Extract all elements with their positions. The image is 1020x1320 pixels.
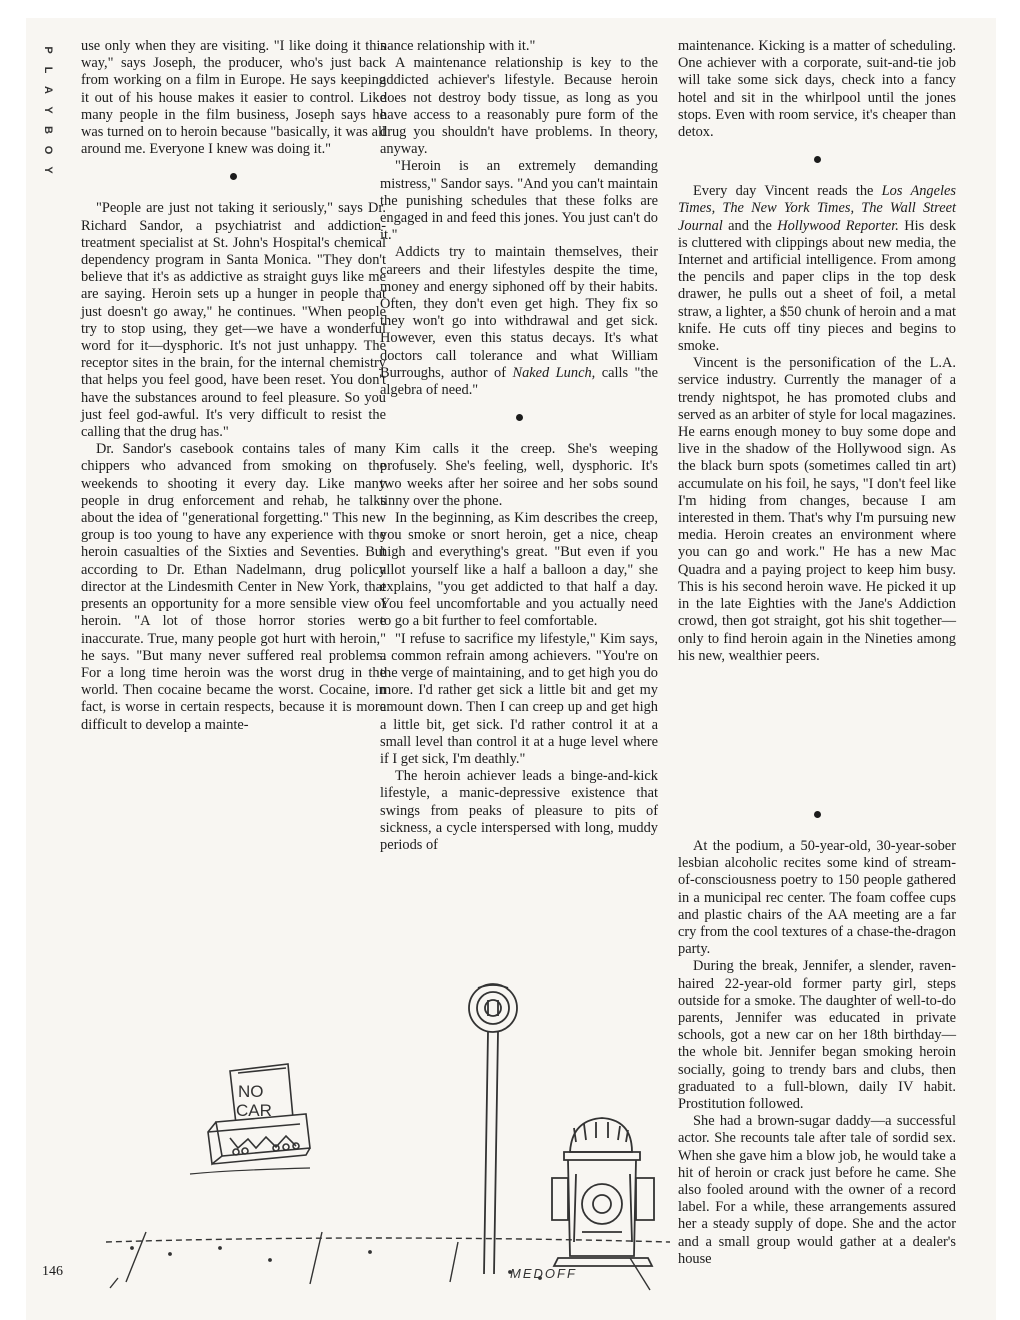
cartoonist-signature: MEDOFF — [510, 1266, 577, 1281]
no-car-sign-line2: CAR — [236, 1101, 272, 1120]
page-number: 146 — [42, 1264, 63, 1279]
masthead-letter: Y — [42, 166, 54, 174]
masthead-letter: O — [42, 145, 54, 155]
article-column-3-continued — [678, 796, 956, 1268]
paragraph: "I refuse to sacrifice my lifestyle," Kim says, a common refrain among achievers. "You're on the verge of maintaining, and to get high you do more. I'd rather get sick a little bit and get my amount down. Then I can creep up and get high a little bit, get sick. I'd rather control it at a small level than control it at a huge level where if I get sick, I'm deathly." — [380, 630, 658, 767]
masthead-letter: A — [42, 86, 54, 94]
masthead-letter: Y — [42, 106, 54, 114]
book-title: Naked Lunch, — [512, 364, 596, 381]
fire-hydrant-drawing — [552, 1118, 654, 1266]
paragraph: The heroin achiever leads a binge-and-kick lifestyle, a manic-depressive existence that swings from peaks of pleasure to pits of sickness, a cycle interspersed with long, muddy periods of — [380, 768, 658, 853]
paragraph: In the beginning, as Kim describes the creep, you smoke or snort heroin, get a nice, cheap high and everything's great. "But even if you allot yourself like a half a balloon a day," she explains, "you get addicted to that half a day. You feel uncomfortable and you actually need to go a bit further to feel comfortable. — [380, 510, 658, 630]
paragraph: Every day Vincent reads the Los Angeles Times, The New York Times, The Wall Street Journal and the Hollywood Reporter. His desk is cluttered with clippings about new media, the Internet and artificial intelligence. From among the pencils and paper clips in the top desk drawer, he pulls out a sheet of foil, a metal straw, a lighter, a $50 chunk of heroin and a mat knife. He cuts off tiny pieces and begins to smoke. — [678, 183, 956, 355]
paragraph: At the podium, a 50-year-old, 30-year-sober lesbian alcoholic recites some kind of stream-of-consciousness poetry to 150 people gathered in a municipal rec center. The foam coffee cups and plastic chairs of the AA meeting are a far cry from the cool textures of a chase-the-dragon party. — [678, 838, 956, 958]
sidewalk-curb-drawing — [106, 1232, 670, 1290]
cartoon-illustration — [70, 942, 676, 1294]
magazine-page — [26, 18, 996, 1320]
paragraph: A maintenance relationship is key to the addicted achiever's lifestyle. Because heroin does not destroy body tissue, as long as you have access to a reasonably pure form of the drug you shouldn't have problems. In theory, anyway. — [380, 55, 658, 158]
paragraph: nance relationship with it." — [380, 38, 536, 54]
section-break-bullet — [678, 796, 956, 838]
publication-names: Los Angeles Times, The New York Times, The Wall Street Journal — [678, 183, 956, 234]
article-column-3 — [678, 38, 956, 665]
section-break-bullet — [81, 158, 386, 200]
article-column-2 — [380, 38, 658, 854]
masthead-letter: L — [42, 66, 54, 74]
parking-meter-drawing — [469, 984, 517, 1274]
section-break-bullet — [678, 141, 956, 183]
paragraph: Kim calls it the creep. She's weeping profusely. She's feeling, well, dysphoric. It's two weeks after her soiree and her sobs sound tinny over the phone. — [380, 441, 658, 509]
paragraph: She had a brown-sugar daddy—a successful actor. She recounts tale after tale of sordid sex. When she gave him a blow job, he would take a hit of heroin or crack just before he came. She also fooled around with the owner of a record label. For a while, these arrangements assured her a steady supply of dope. She and the actor and a small group would gather at a dealer's house — [678, 1113, 956, 1267]
paragraph: Addicts try to maintain themselves, their careers and their lifestyles despite the time, money and energy siphoned off by their habits. Often, they don't even get high. They fix so they won't go into withdrawal and get sick. However, even this status decays. It's what doctors call tolerance and what William Burroughs, author of Naked Lunch, calls "the algebra of need." — [380, 244, 658, 399]
no-car-sign-line1: NO — [238, 1082, 264, 1101]
paragraph: "Heroin is an extremely demanding mistress," Sandor says. "And you can't maintain the punishing schedules that these folks are engaged in and feed this jones. You just can't do it." — [380, 158, 658, 244]
masthead-letter: B — [42, 126, 54, 134]
section-break-bullet — [380, 399, 658, 441]
publication-name: Hollywood Reporter. — [777, 217, 899, 234]
paragraph: During the break, Jennifer, a slender, raven-haired 22-year-old former party girl, steps outside for a smoke. The daughter of well-to-do parents, Jennifer was educated in private schools, got a new car on her 18th birthday—the whole bit. Jennifer began smoking heroin socially, going to trendy bars and clubs, then graduated to a full-blown, daily IV habit. Prostitution followed. — [678, 958, 956, 1113]
paragraph: use only when they are visiting. "I like doing it this way," says Joseph, the producer, who's just back from working on a film in Europe. He says keeping it out of his house makes it easier to control. Like many people in the film business, Joseph says he was turned on to heroin because "basically, it was all around me. Everyone I knew was doing it." — [81, 38, 386, 158]
masthead-letter: P — [42, 46, 54, 54]
paragraph: maintenance. Kicking is a matter of scheduling. One achiever with a corporate, suit-and-tie job will take some sick days, check into a fancy hotel and sit in the whirlpool until the jones stops. Even with room service, it's cheaper than detox. — [678, 38, 956, 141]
article-column-1 — [81, 38, 386, 734]
paragraph: Dr. Sandor's casebook contains tales of many chippers who advanced from smoking on the weekends to shooting it every day. Like many people in drug enforcement and rehab, he talks about the idea of "generational forgetting." This new group is too young to have any experience with the heroin casualties of the Sixties and Seventies. But according to Dr. Ethan Nadelmann, drug policy director at the Lindesmith Center in New York, that presents an opportunity for a more sensible view of heroin. "A lot of those horror stories were inaccurate. True, many people got hurt with heroin," he says. "But many never suffered real problems. For a long time heroin was the worst drug in the world. Then cocaine became the worst. Cocaine, in fact, is worse in certain respects, because it is more difficult to develop a mainte- — [81, 441, 386, 733]
paragraph: "People are just not taking it seriously," says Dr. Richard Sandor, a psychiatrist and addiction-treatment specialist at St. John's Hospital's chemical dependency program in Santa Monica. "They don't believe that it's as addictive as straight guys like me are saying. Heroin sets up a hunger in people that just doesn't go away," he continues. "When people try to stop using, they get—we have a wonderful word for it—dysphoric. It's not just unhappy. The receptor sites in the brain, for the internal chemistry that helps you feel good, have been reset. You don't have the substances around to feel pleasure. So you just feel god-awful. It's very difficult to resist the calling that the drug has." — [81, 200, 386, 441]
magazine-name-vertical — [36, 40, 60, 180]
paragraph: Vincent is the personification of the L.A. service industry. Currently the manager of a trendy nightspot, he has promoted clubs and served as an arbiter of style for local magazines. He earns enough money to buy some dope and live in the shadow of the Hollywood sign. As the black burn spots (sometimes called tin art) accumulate on his foil, he says, "I don't feel like I'm hiding from changes, because I am interested in them. That's why I'm pursuing new media. Heroin creates an environment where you can go and work." He has a new Mac Quadra and a paying project to keep him busy. This is his second heroin wave. He picked it up in the late Eighties with the Jane's Addiction crowd, then got straight, got his shit together—only to find heroin again in the Nineties among his new, wealthier peers. — [678, 355, 956, 664]
